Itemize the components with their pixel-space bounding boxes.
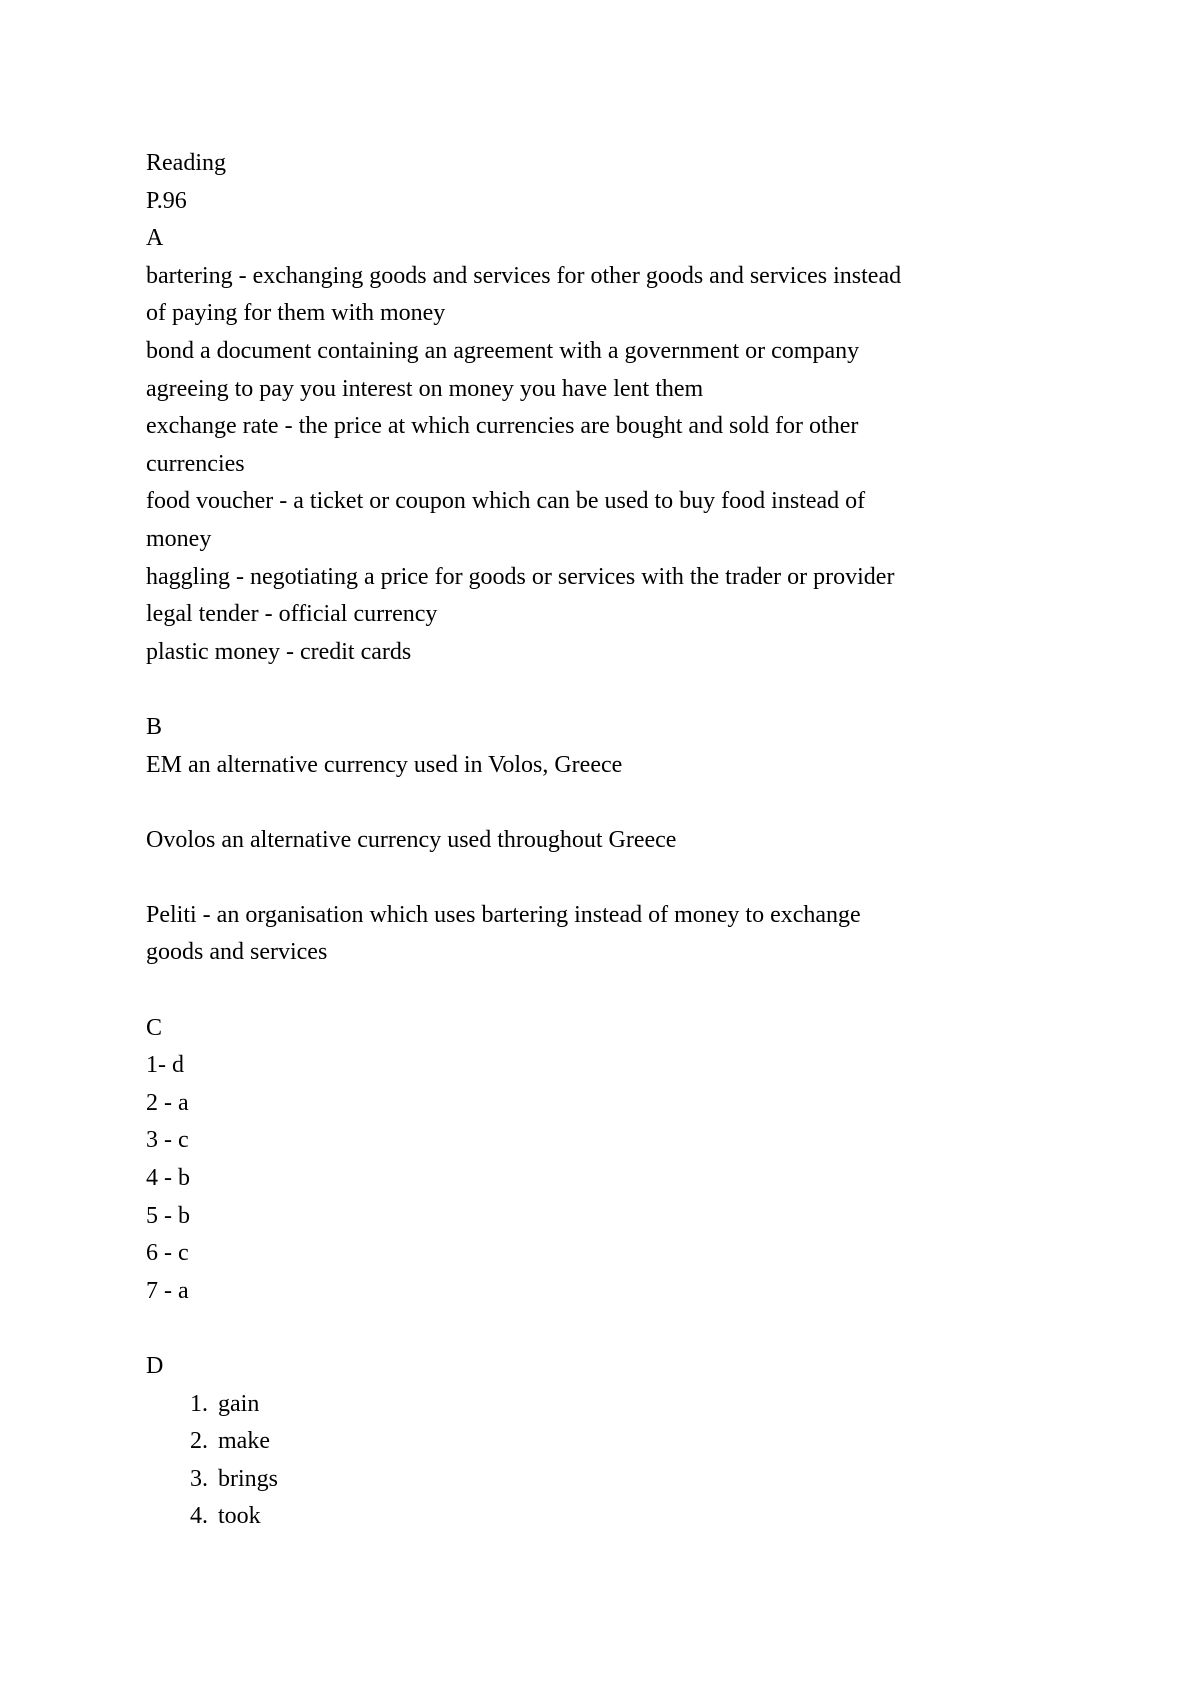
section-a-line: bartering - exchanging goods and services for other goods and services instead [146,262,902,289]
section-a-label: A [146,225,164,252]
section-b-label: B [146,713,163,740]
list-item [146,1386,1076,1424]
section-a-line: legal tender - official currency [146,601,438,628]
section-a-line: food voucher - a ticket or coupon which can be used to buy food instead of [146,488,866,515]
list-item-word: took [218,1503,261,1530]
list-item-word: gain [218,1390,260,1417]
paragraph-spacer [146,784,1076,822]
section-c-answer: 7 - a [146,1277,189,1304]
section-b-ovolos-definition: Ovolos an alternative currency used throughout Greece [146,826,677,853]
list-item [146,1498,1076,1536]
section-c-answer: 6 - c [146,1240,189,1267]
section-d-label: D [146,1353,164,1379]
section-c-answer: 4 - b [146,1165,190,1192]
page-reference: P.96 [146,187,187,214]
paragraph-spacer [146,671,1076,709]
list-item [146,1423,1076,1461]
list-item-number: 4. [190,1503,208,1530]
section-c-answer: 2 - a [146,1089,189,1116]
document-title: Reading [146,150,226,176]
list-item-number: 2. [190,1428,208,1455]
section-b-peliti-definition: Peliti - an organisation which uses bartering instead of money to exchange [146,901,861,928]
paragraph-spacer [146,1310,1076,1348]
section-a-line: of paying for them with money [146,300,446,327]
list-item [146,1461,1076,1499]
section-a-line: currencies [146,450,245,477]
paragraph-spacer [146,859,1076,897]
list-item-word: brings [218,1465,278,1492]
section-c-label: C [146,1014,163,1041]
section-a-line: haggling - negotiating a price for goods or services with the trader or provider [146,563,895,590]
list-item-number: 3. [190,1465,208,1492]
section-a-line: exchange rate - the price at which currencies are bought and sold for other [146,413,859,440]
section-d-list [146,1386,1076,1536]
section-c-answer: 3 - c [146,1127,189,1154]
section-a-line: agreeing to pay you interest on money you have lent them [146,375,704,402]
paragraph-spacer [146,972,1076,1010]
section-a-line: plastic money - credit cards [146,638,412,665]
list-item-word: make [218,1428,270,1455]
list-item-number: 1. [190,1390,208,1417]
section-b-peliti-definition-cont: goods and services [146,939,328,966]
section-b-em-definition: EM an alternative currency used in Volos, Greece [146,751,623,778]
section-c-answer: 1- d [146,1052,184,1079]
document-page [146,145,1076,1536]
section-c-answer: 5 - b [146,1202,190,1229]
section-a-line: money [146,525,212,552]
section-a-line: bond a document containing an agreement with a government or company [146,337,860,364]
